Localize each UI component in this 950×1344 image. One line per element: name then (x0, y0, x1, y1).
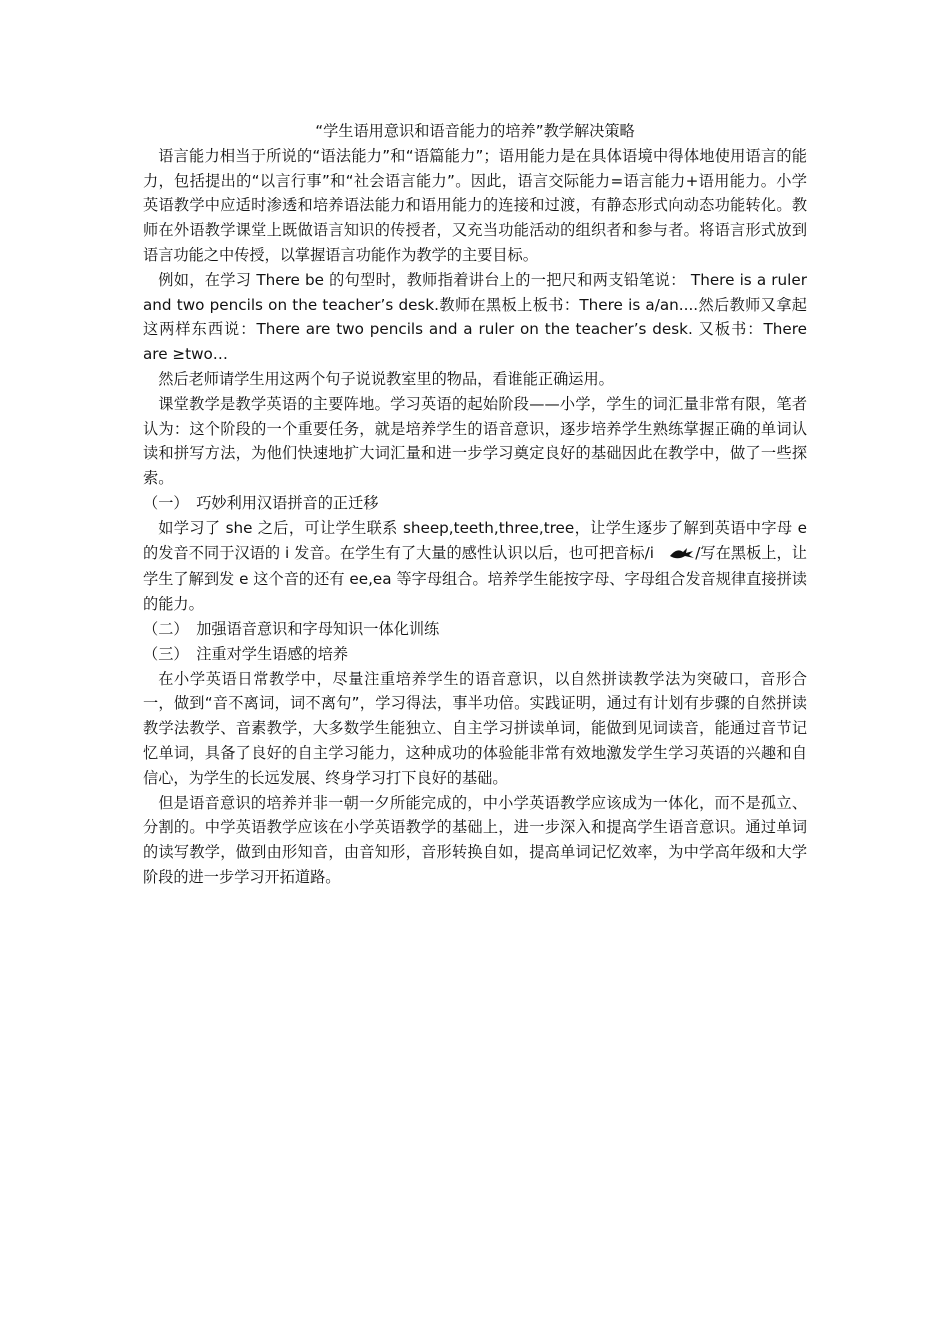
section-heading-3 (143, 642, 807, 667)
paragraph-phonetic-awareness: 课堂教学是教学英语的主要阵地。学习英语的起始阶段——小学，学生的词汇量非常有限，笔者认为：这个阶段的一个重要任务，就是培养学生的语音意识，逐步培养学生熟练掌握正确的单词认读和拼写方法，为他们快速地扩大词汇量和进一步学习奠定良好的基础因此在教学中，做了一些探索。 (143, 394, 807, 488)
phonetic-symbol-icon (654, 543, 695, 568)
section-heading-2 (143, 617, 807, 642)
paragraph-classroom-practice: 然后老师请学生用这两个句子说说教室里的物品，看谁能正确运用。 (158, 369, 614, 388)
section-title-2: 加强语音意识和字母知识一体化训练 (196, 619, 440, 638)
paragraph-pinyin-transfer (143, 516, 807, 617)
section-number-1: （一） (143, 493, 189, 512)
paragraph-there-be-example: 例如，在学习 There be 的句型时，教师指着讲台上的一把尺和两支铅笔说： There is a ruler and two pencils on the teacher’s desk.教师在黑板上板书：There is a/an....然后教师又拿起这两样东西说：There are two pencils and a ruler on the teacher’s desk. 又板书：There are ≥two… (143, 270, 807, 364)
paragraph-natural-phonics: 在小学英语日常教学中，尽量注重培养学生的语音意识，以自然拼读教学法为突破口，音形合一，做到“音不离词，词不离句”，学习得法，事半功倍。实践证明，通过有计划有步骤的自然拼读教学法教学、音素教学，大多数学生能独立、自主学习拼读单词，能做到见词读音，能通过音节记忆单词，具备了良好的自主学习能力，这种成功的体验能非常有效地激发学生学习英语的兴趣和自信心，为学生的长远发展、终身学习打下良好的基础。 (143, 669, 807, 787)
section-title-3: 注重对学生语感的培养 (196, 644, 349, 663)
pinyin-transfer-text-start: 如学习了 she 之后，可让学生联系 sheep,teeth,three,tree，让学生逐步了解到英语中字母 e 的发音不同于汉语的 i 发音。在学生有了大量的感性认识以后，也可把音标/i (143, 518, 807, 562)
section-heading-1 (143, 491, 807, 516)
pinyin-transfer-text-end: /写在黑板上，让学生了解到发 e 这个音的还有 ee,ea 等字母组合。培养学生能按字母、字母组合发音规律直接拼读的能力。 (143, 543, 807, 614)
section-number-3: （三） (143, 644, 189, 663)
document-title: “学生语用意识和语音能力的培养”教学解决策略 (315, 122, 635, 140)
document-body (143, 119, 807, 890)
section-title-1: 巧妙利用汉语拼音的正迁移 (196, 493, 379, 512)
paragraph-language-ability: 语言能力相当于所说的“语法能力”和“语篇能力”；语用能力是在具体语境中得体地使用语言的能力，包括提出的“以言行事”和“社会语言能力”。因此，语言交际能力=语言能力+语用能力。小学英语教学中应适时渗透和培养语法能力和语用能力的连接和过渡，有静态形式向动态功能转化。教师在外语教学课堂上既做语言知识的传授者，又充当功能活动的组织者和参与者。将语言形式放到语言功能之中传授，以掌握语言功能作为教学的主要目标。 (143, 146, 807, 264)
paragraph-integrated-teaching: 但是语音意识的培养并非一朝一夕所能完成的，中小学英语教学应该成为一体化，而不是孤立、分割的。中学英语教学应该在小学英语教学的基础上，进一步深入和提高学生语音意识。通过单词的读写教学，做到由形知音，由音知形，音形转换自如，提高单词记忆效率，为中学高年级和大学阶段的进一步学习开拓道路。 (143, 793, 807, 886)
section-number-2: （二） (143, 619, 189, 638)
